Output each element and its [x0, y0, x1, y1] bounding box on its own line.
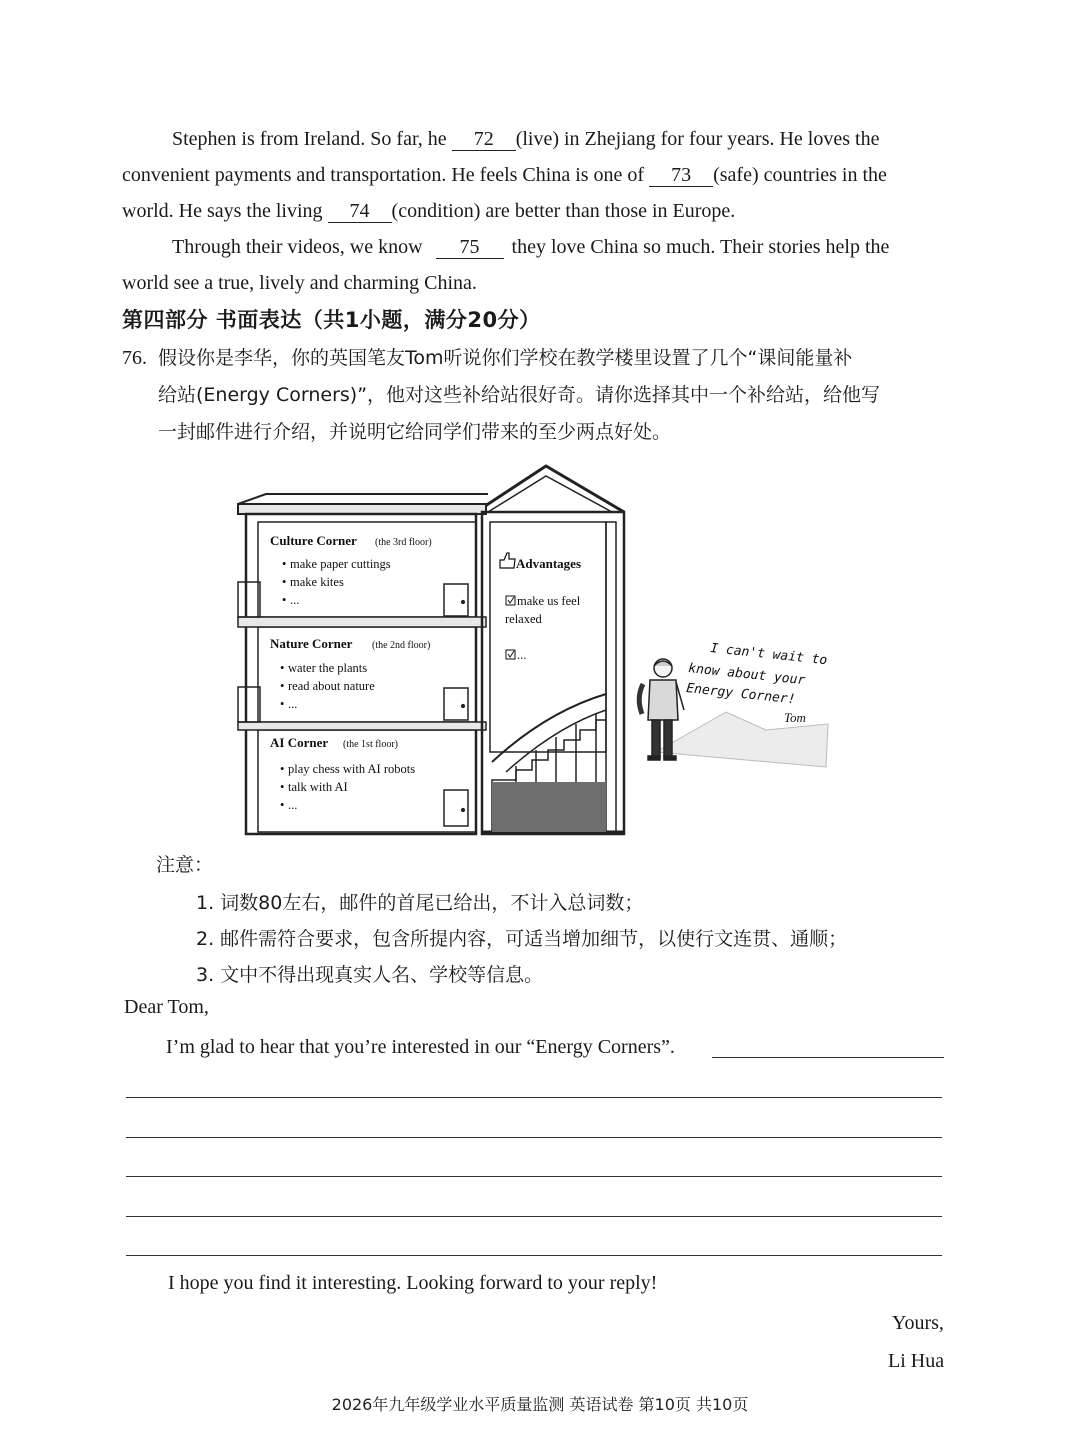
letter-signoff: Yours, — [892, 1312, 944, 1334]
floor-2-item-2: read about nature — [288, 679, 375, 693]
floor-2-bullet: • — [280, 679, 285, 693]
floor-1-bullet: • — [280, 780, 285, 794]
advantages-title: Advantages — [516, 556, 582, 571]
note-3: 3. 文中不得出现真实人名、学校等信息。 — [196, 964, 544, 986]
writing-line[interactable] — [126, 1097, 942, 1098]
floor-3-bullet: • — [282, 557, 287, 571]
text: convenient payments and transportation. He feels China is one of — [122, 164, 645, 186]
section-title: 第四部分 书面表达（共1小题，满分20分） — [122, 308, 541, 332]
letter-greeting: Dear Tom, — [124, 996, 209, 1018]
text: Stephen is from Ireland. So far, he — [172, 128, 447, 150]
passage-line-2 — [122, 157, 952, 193]
speech-line-3: Energy Corner! — [685, 681, 797, 708]
passage-line-1 — [172, 121, 952, 157]
energy-corners-illustration — [226, 462, 846, 842]
text: Through their videos, we know — [172, 236, 423, 258]
floor-1-item-3: ... — [288, 798, 298, 812]
writing-line[interactable] — [126, 1216, 942, 1217]
passage-line-4 — [172, 229, 952, 265]
advantage-1-line-2: relaxed — [505, 612, 542, 626]
task-76 — [122, 340, 952, 451]
letter-opening: I’m glad to hear that you’re interested in our “Energy Corners”. — [166, 1036, 675, 1058]
letter-closing: I hope you find it interesting. Looking forward to your reply! — [168, 1272, 658, 1294]
blank-75: 75 — [436, 236, 504, 259]
text: world. He says the living — [122, 200, 323, 222]
floor-2-level: (the 2nd floor) — [372, 640, 431, 651]
text: they love China so much. Their stories help the — [511, 236, 890, 258]
floor-1-item-2: talk with AI — [288, 780, 348, 794]
writing-line[interactable] — [126, 1176, 942, 1177]
task-line-1: 假设你是李华，你的英国笔友Tom听说你们学校在教学楼里设置了几个“课间能量补 — [158, 347, 853, 369]
notes-heading: 注意： — [156, 854, 214, 876]
floor-2-item-1: water the plants — [288, 661, 368, 675]
writing-line[interactable] — [126, 1137, 942, 1138]
writing-line[interactable] — [712, 1057, 944, 1058]
text: (safe) countries in the — [713, 164, 887, 186]
text: (condition) are better than those in Europe. — [391, 200, 736, 222]
speaker-name: Tom — [784, 710, 806, 725]
floor-2-bullet: • — [280, 697, 285, 711]
floor-3-bullet: • — [282, 575, 287, 589]
task-line-2: 给站(Energy Corners)”，他对这些补给站很好奇。请你选择其中一个补给站，给他写 — [158, 384, 881, 406]
floor-3-item-1: make paper cuttings — [290, 557, 391, 571]
floor-1-name: AI Corner — [270, 735, 329, 750]
task-line-3: 一封邮件进行介绍，并说明它给同学们带来的至少两点好处。 — [158, 421, 672, 443]
speech-line-1: I can't wait to — [709, 641, 828, 669]
building-roof — [476, 466, 624, 512]
blank-73: 73 — [649, 164, 713, 187]
floor-3-item-3: ... — [290, 593, 300, 607]
floor-2-name: Nature Corner — [270, 636, 353, 651]
speech-line-2: know about your — [687, 661, 806, 689]
floor-3-level: (the 3rd floor) — [375, 537, 432, 548]
note-2: 2. 邮件需符合要求，包含所提内容，可适当增加细节，以使行文连贯、通顺； — [196, 928, 848, 950]
blank-74: 74 — [328, 200, 392, 223]
writing-line[interactable] — [126, 1255, 942, 1256]
note-1: 1. 词数80左右，邮件的首尾已给出，不计入总词数； — [196, 892, 644, 914]
passage-line-3 — [122, 193, 952, 229]
floor-3-item-2: make kites — [290, 575, 344, 589]
letter-signature: Li Hua — [888, 1350, 945, 1372]
floor-1-bullet: • — [280, 762, 285, 776]
advantage-1-line-1: make us feel — [517, 594, 581, 608]
floor-1-item-1: play chess with AI robots — [288, 762, 416, 776]
floor-1-bullet: • — [280, 798, 285, 812]
page-footer: 2026年九年级学业水平质量监测 英语试卷 第10页 共10页 — [331, 1395, 749, 1414]
floor-2-item-3: ... — [288, 697, 298, 711]
floor-2-bullet: • — [280, 661, 285, 675]
floor-3-name: Culture Corner — [270, 533, 357, 548]
blank-72: 72 — [452, 128, 516, 151]
passage-line-5 — [122, 265, 952, 301]
floor-1-level: (the 1st floor) — [343, 739, 398, 750]
text: world see a true, lively and charming China. — [122, 272, 477, 294]
floor-3-bullet: • — [282, 593, 287, 607]
task-number: 76. — [122, 347, 147, 369]
text: (live) in Zhejiang for four years. He loves the — [515, 128, 880, 150]
advantage-2: ... — [517, 648, 527, 662]
